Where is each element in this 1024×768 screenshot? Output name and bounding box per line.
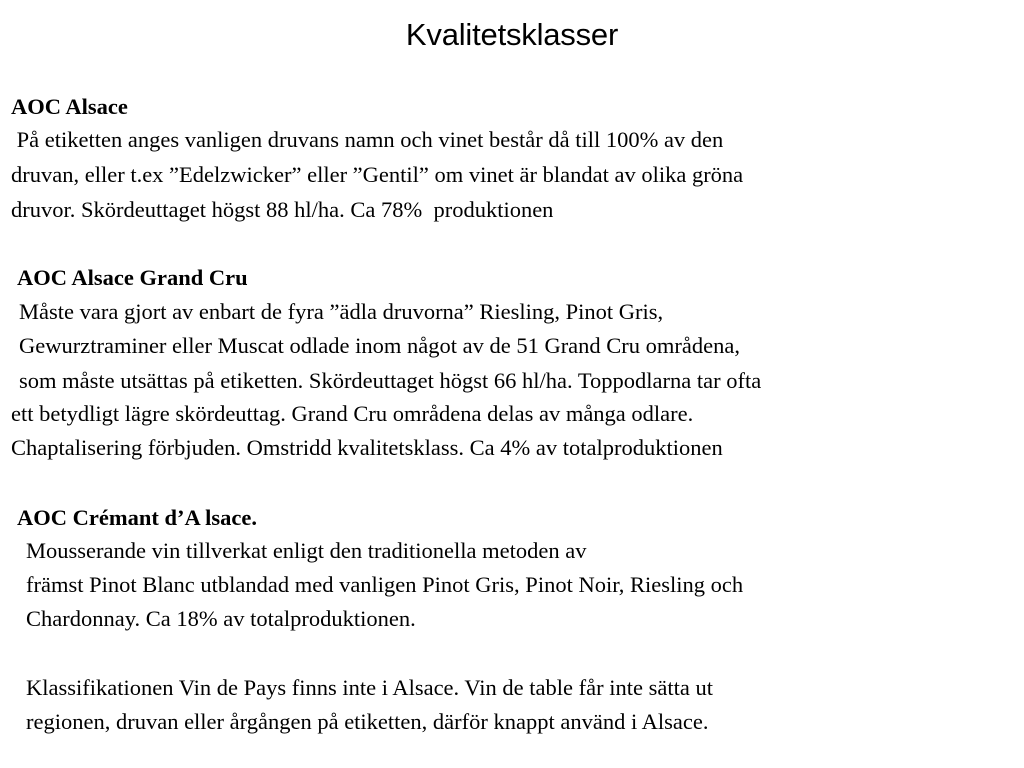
paragraph-line: främst Pinot Blanc utblandad med vanligen Pinot Gris, Pinot Noir, Riesling och [26,572,744,597]
paragraph-line: Chardonnay. Ca 18% av totalproduktionen. [26,606,416,631]
paragraph-line: druvor. Skördeuttaget högst 88 hl/ha. Ca 78% produktionen [11,197,554,222]
paragraph-line: druvan, eller t.ex ”Edelzwicker” eller ”Gentil” om vinet är blandat av olika gröna [11,162,744,187]
paragraph-line: På etiketten anges vanligen druvans namn och vinet består då till 100% av den [11,127,724,152]
paragraph-line: Gewurztraminer eller Muscat odlade inom något av de 51 Grand Cru områdena, [19,333,740,358]
paragraph-line: Klassifikationen Vin de Pays finns inte i Alsace. Vin de table får inte sätta ut [26,675,713,700]
paragraph-line: Chaptalisering förbjuden. Omstridd kvalitetsklass. Ca 4% av totalproduktionen [11,435,723,460]
paragraph-line: Mousserande vin tillverkat enligt den traditionella metoden av [26,538,587,563]
section-heading: AOC Crémant d’A lsace. [17,505,257,530]
slide-title: Kvalitetsklasser [405,17,619,52]
paragraph-line: som måste utsättas på etiketten. Skördeuttaget högst 66 hl/ha. Toppodlarna tar ofta [19,368,762,393]
section-heading: AOC Alsace [11,94,128,119]
paragraph-line: ett betydligt lägre skördeuttag. Grand Cru områdena delas av många odlare. [11,401,694,426]
paragraph-line: Måste vara gjort av enbart de fyra ”ädla druvorna” Riesling, Pinot Gris, [19,299,664,324]
section-heading: AOC Alsace Grand Cru [17,265,248,290]
paragraph-line: regionen, druvan eller årgången på etiketten, därför knappt använd i Alsace. [26,709,709,734]
